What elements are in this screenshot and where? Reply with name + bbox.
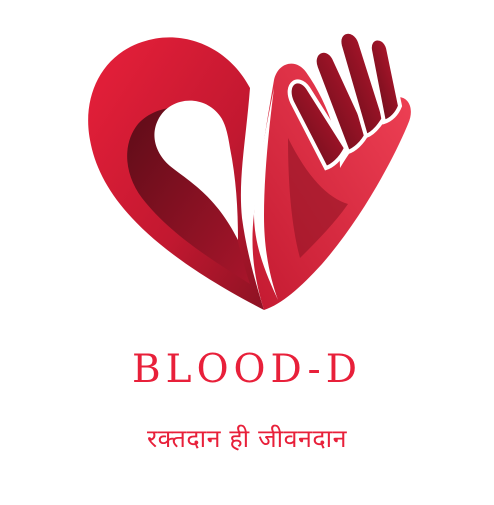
- heart-hand-icon: [78, 28, 416, 328]
- tagline: रक्तदान ही जीवनदान: [146, 424, 348, 453]
- brand-name: BLOOD-D: [132, 347, 362, 392]
